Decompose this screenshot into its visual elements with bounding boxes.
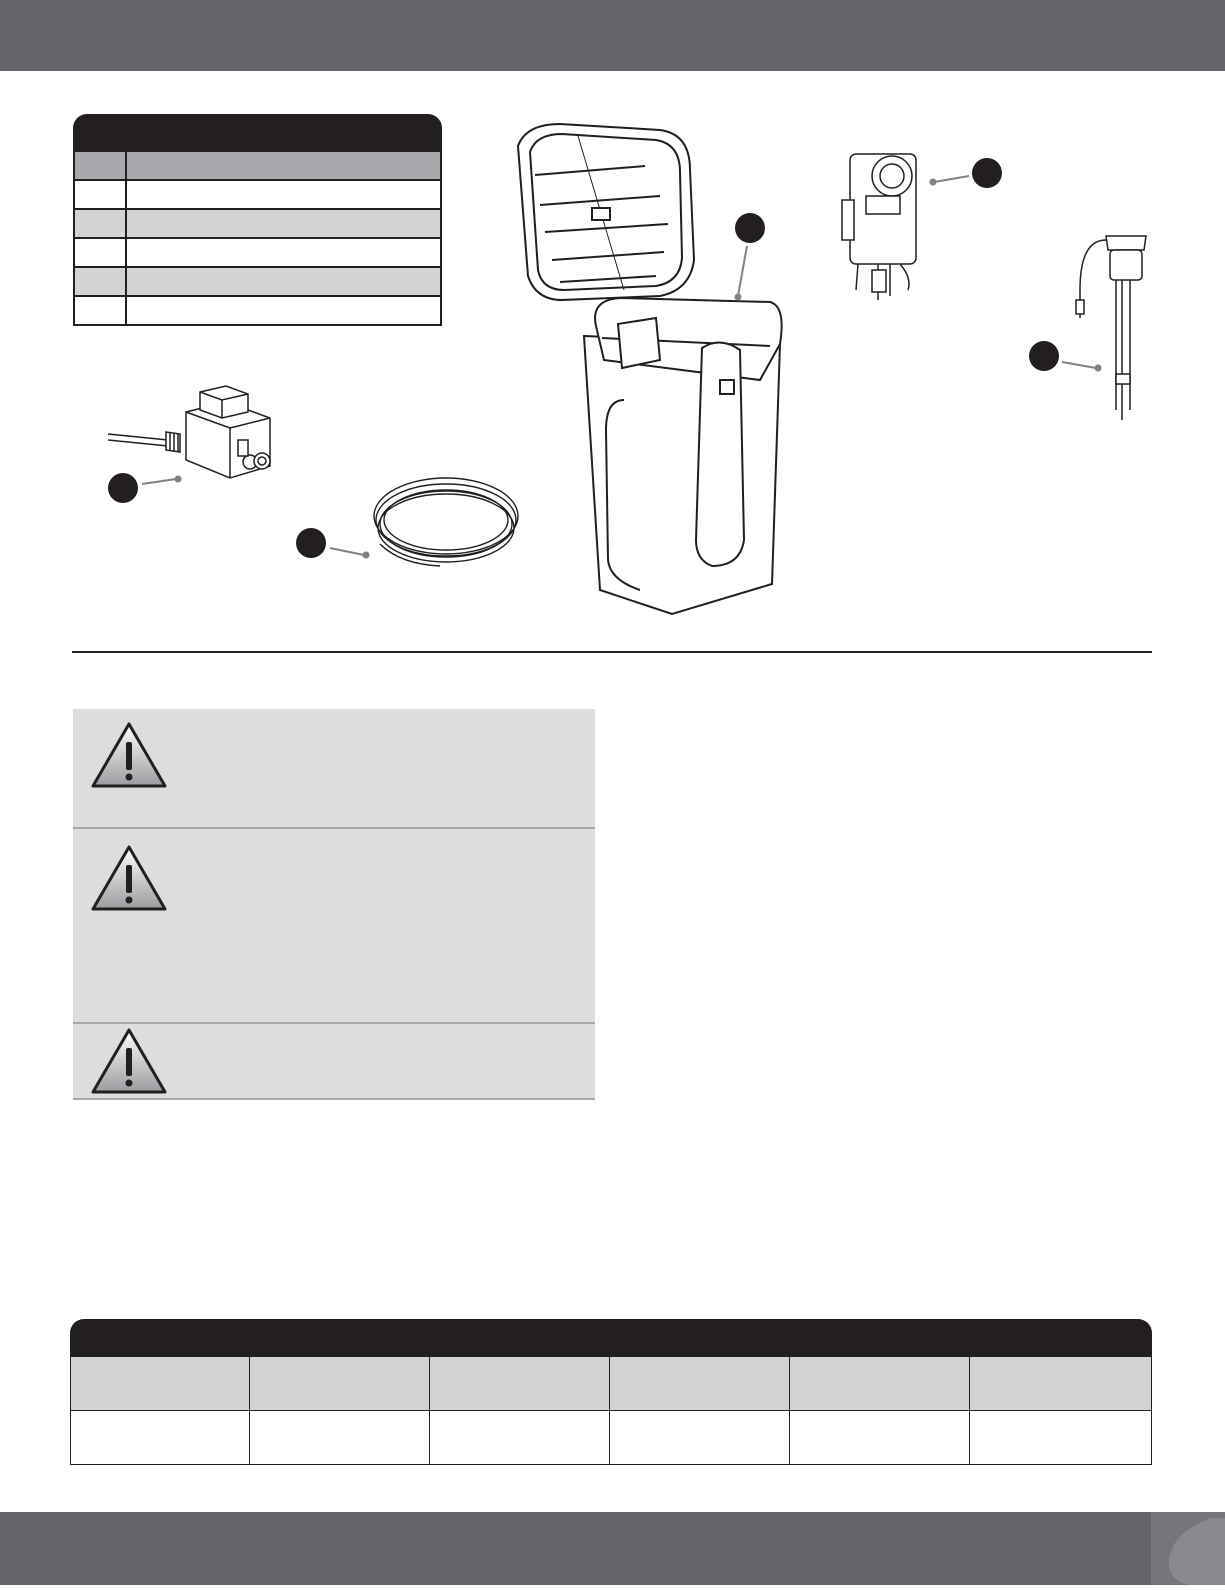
spec-value-cell: [429, 1410, 610, 1465]
section-divider: [72, 651, 1152, 653]
spec-value-cell: [789, 1410, 970, 1465]
callout-marker: [735, 213, 765, 243]
spec-value-cell: [249, 1410, 430, 1465]
spec-column-header: [969, 1356, 1152, 1411]
specifications-table: [70, 1319, 1152, 1465]
warning-triangle-icon: [91, 845, 167, 913]
page-footer-bar: [0, 1512, 1225, 1585]
warning-separator: [73, 827, 595, 829]
spec-table-header: [70, 1319, 1152, 1356]
parts-illustration: [0, 0, 1225, 660]
brine-tank-illustration: [518, 124, 782, 614]
warning-triangle-icon: [91, 722, 167, 790]
tubing-coil-illustration: [374, 478, 518, 566]
spec-column-header: [609, 1356, 790, 1411]
spec-column-header: [70, 1356, 250, 1411]
spec-column-header: [249, 1356, 430, 1411]
water-drop-logo: [1151, 1512, 1225, 1585]
warning-separator: [73, 1022, 595, 1024]
transformer-illustration: [108, 386, 270, 478]
control-valve-illustration: [842, 154, 916, 300]
callout-marker: [296, 528, 326, 558]
spec-column-header: [789, 1356, 970, 1411]
callout-marker: [1029, 341, 1059, 371]
spec-value-cell: [969, 1410, 1152, 1465]
warning-triangle-icon: [91, 1028, 167, 1096]
brine-well-illustration: [1076, 236, 1146, 420]
spec-value-cell: [70, 1410, 250, 1465]
callout-marker: [108, 473, 138, 503]
warnings-panel: [73, 709, 595, 1100]
spec-value-cell: [609, 1410, 790, 1465]
spec-column-header: [429, 1356, 610, 1411]
callout-marker: [972, 158, 1002, 188]
